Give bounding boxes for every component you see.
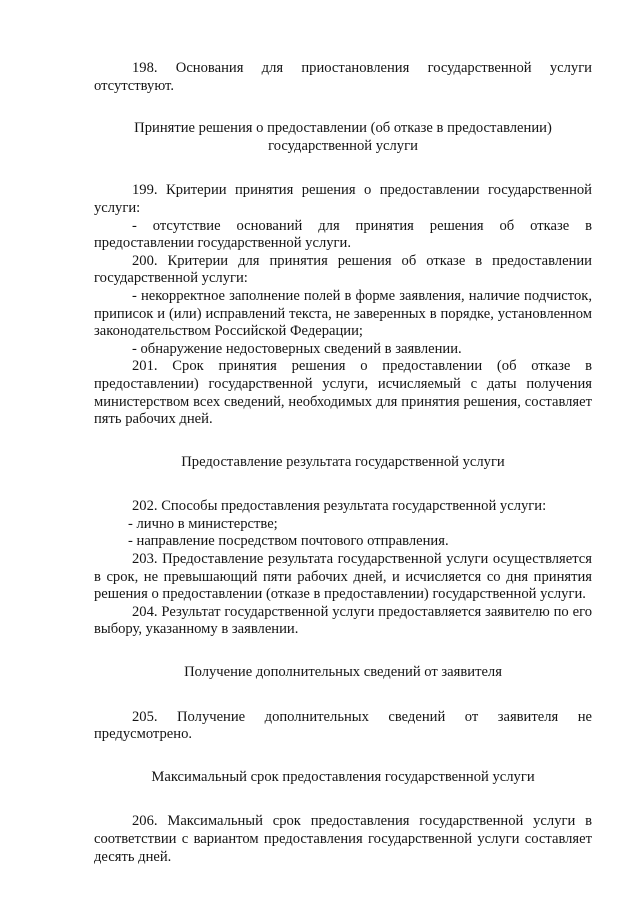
paragraph-199: 199. Критерии принятия решения о предоставлении государственной услуги: <box>94 182 592 216</box>
list-item: - отсутствие оснований для принятия решения об отказе в предоставлении государственной услуги. <box>94 217 592 252</box>
paragraph-198: 198. Основания для приостановления государственной услуги отсутствуют. <box>94 60 592 94</box>
paragraph-204: 204. Результат государственной услуги предоставляется заявителю по его выбору, указанному в заявлении. <box>94 603 592 638</box>
list-item: - лично в министерстве; <box>128 515 278 532</box>
paragraph-202: 202. Способы предоставления результата государственной услуги: <box>132 498 547 515</box>
heading-decision: Принятие решения о предоставлении (об отказе в предоставлении) государственной услуги <box>134 120 552 154</box>
paragraph-200: 200. Критерии для принятия решения об отказе в предоставлении государственной услуги: <box>94 252 592 287</box>
document-page <box>94 60 592 866</box>
list-item: - обнаружение недостоверных сведений в заявлении. <box>132 340 462 357</box>
heading-additional-info: Получение дополнительных сведений от заявителя <box>184 664 502 681</box>
paragraph-201: 201. Срок принятия решения о предоставлении (об отказе в предоставлении) государственной услуги, исчисляемый с даты получения министерством всех сведений, необходимых для принятия решения, составляет пять рабочих дней. <box>94 358 592 428</box>
paragraph-206: 206. Максимальный срок предоставления государственной услуги в соответствии с вариантом предоставления государственной услуги составляет десять дней. <box>94 813 592 865</box>
spacer <box>94 786 592 813</box>
paragraph-205: 205. Получение дополнительных сведений от заявителя не предусмотрено. <box>94 708 592 743</box>
spacer <box>94 744 592 769</box>
spacer <box>94 639 592 664</box>
list-item: - некорректное заполнение полей в форме заявления, наличие подчисток, приписок и (или) исправлений текста, не заверенных в порядке, установленном законодательством Российской Федерации; <box>94 287 592 340</box>
spacer <box>94 471 592 498</box>
heading-max-term: Максимальный срок предоставления государственной услуги <box>151 768 535 785</box>
list-item: - направление посредством почтового отправления. <box>128 533 449 550</box>
heading-result: Предоставление результата государственной услуги <box>181 453 505 470</box>
spacer <box>94 95 592 120</box>
spacer <box>94 429 592 454</box>
spacer <box>94 155 592 182</box>
spacer <box>94 682 592 709</box>
paragraph-203: 203. Предоставление результата государственной услуги осуществляется в срок, не превышающий пяти рабочих дней, и исчисляется со дня принятия решения о предоставлении (отказе в предоставлении) государственной услуги. <box>94 551 592 603</box>
